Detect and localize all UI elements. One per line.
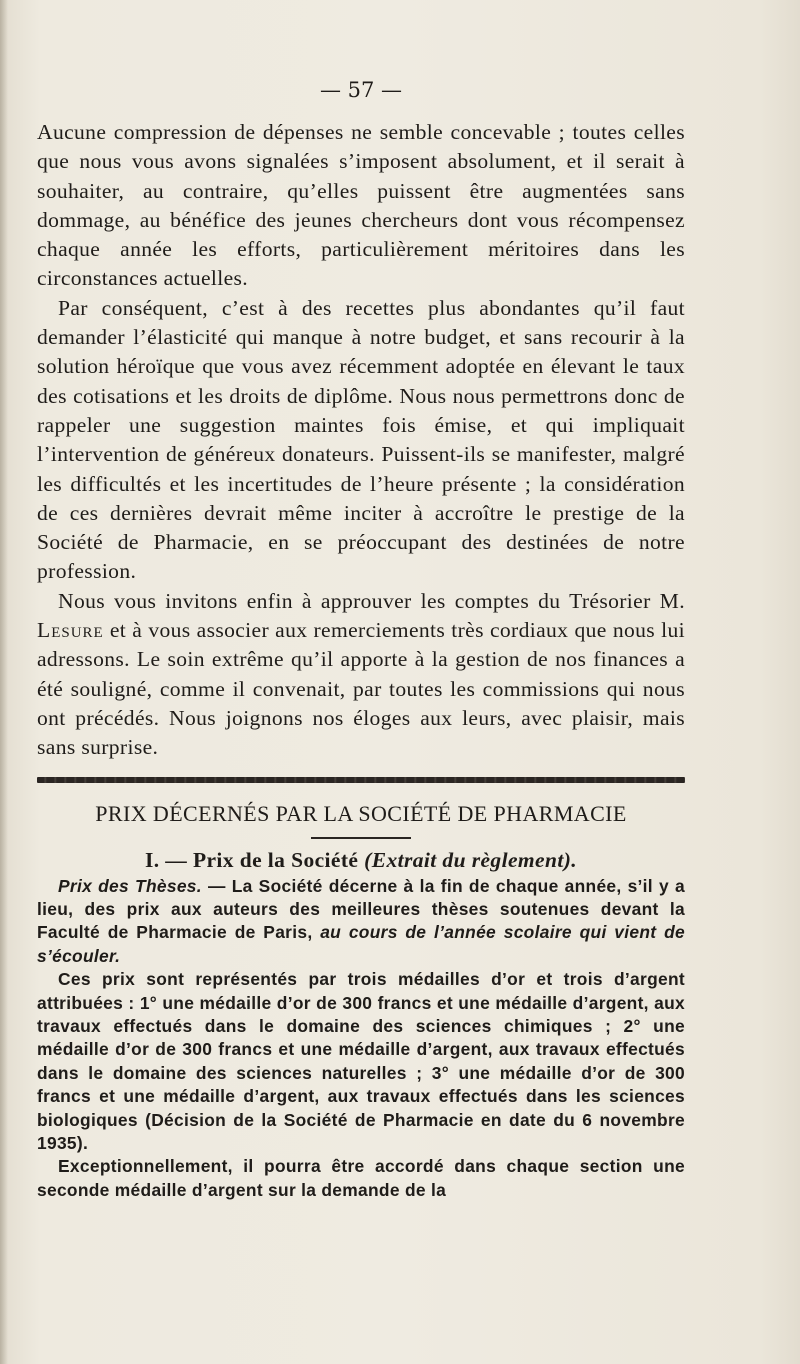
subsection-heading-italic: (Extrait du règlement). — [364, 847, 578, 872]
thesis-prize-paragraph — [37, 875, 685, 969]
paragraph-1: Aucune compression de dépenses ne semble concevable ; toutes celles que nous vous avons signalées s’imposent absolument, et il serait à souhaiter, au contraire, qu’elles puissent être augmentées sans dommage, au bénéfice des jeunes chercheurs dont vous récompensez chaque année les efforts, particulièrement méritoires dans les circonstances actuelles. — [37, 120, 685, 291]
subsection-heading — [37, 845, 685, 875]
report-text — [37, 118, 685, 763]
thesis-prize-text: — La Société décerne à la fin de chaque année, s’il y a lieu, des prix aux auteurs des meilleures thèses soutenues devant la Faculté de Pharmacie de Paris, — [37, 875, 685, 943]
paragraph-3 — [37, 587, 685, 763]
paragraph-2: Par conséquent, c’est à des recettes plus abondantes qu’il faut demander l’élasticité qui manque à notre budget, et sans recourir à la solution héroïque que vous avez récemment adoptée en élevant le taux des cotisations et les droits de diplôme. Nous nous permettrons donc de rappeler une suggestion maintes fois émise, et qui impliquait l’intervention de généreux donateurs. Puissent-ils se manifester, malgré les difficultés et les incertitudes de l’heure présente ; la considération de ces dernières devrait même inciter à accroître le prestige de la Société de Pharmacie, en se préoccupant des destinées de notre profession. — [37, 295, 685, 584]
rules-extract — [37, 845, 685, 1203]
paragraph-3-start: Nous vous invitons enfin à approuver les comptes du Trésorier M. — [58, 588, 685, 613]
page-content — [37, 70, 685, 1202]
paragraph-3-end: et à vous associer aux remerciements très cordiaux que nous lui adressons. Le soin extrême qu’il apporte à la gestion de nos finances a été souligné, comme il convenait, par toutes les commissions qui nous ont précédés. Nous joignons nos éloges aux leurs, avec plaisir, mais sans surprise. — [37, 618, 685, 760]
section-title: PRIX DÉCERNÉS PAR LA SOCIÉTÉ DE PHARMACIE — [95, 800, 627, 826]
thesis-prize-tail: au cours de l’année scolaire qui vient de s’écouler. — [37, 922, 685, 966]
title-underline — [311, 837, 411, 839]
page-number: — 57 — — [319, 78, 403, 102]
treasurer-name: Lesure — [37, 618, 104, 643]
medals-paragraph: Ces prix sont représentés par trois médailles d’or et trois d’argent attribuées : 1° une médaille d’or de 300 francs et une médaille d’argent, aux travaux effectués dans le domaine des sciences chimiques ; 2° une médaille d’or de 300 francs et une médaille d’argent, aux travaux effectués dans le domaine des sciences naturelles ; 3° une médaille d’or de 300 francs et une médaille d’argent, aux travaux effectués dans les sciences biologiques (Décision de la Société de Pharmacie en date du 6 novembre 1935). — [37, 969, 685, 1153]
exception-paragraph: Exceptionnellement, il pourra être accordé dans chaque section une seconde médaille d’argent sur la demande de la — [37, 1156, 685, 1200]
thesis-prize-lead: Prix des Thèses. — [58, 875, 202, 896]
subsection-heading-prefix: I. — Prix de la Société — [144, 847, 359, 872]
page-edge-shadow — [0, 0, 8, 1364]
section-divider — [37, 777, 685, 783]
